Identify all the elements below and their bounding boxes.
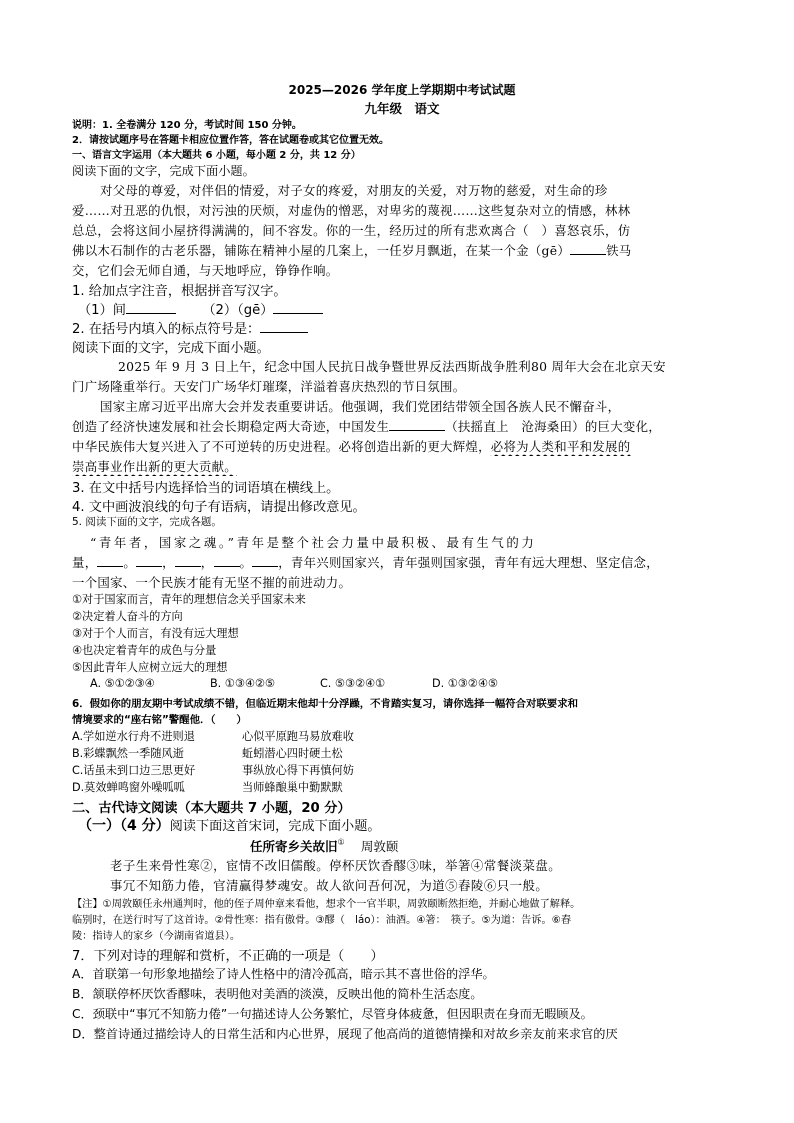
poem-note-mark: ① [337, 837, 345, 847]
question-4: 4. 文中画波浪线的句子有语病，请提出修改意见。 [72, 500, 366, 515]
poem-author: 周敦颐 [360, 839, 399, 854]
couplet-right: 心似平原跑马易放难收 [242, 730, 354, 743]
couplet-right: 事纵放心得下再慎何妨 [242, 764, 354, 777]
answer-blank[interactable] [214, 555, 240, 567]
question-5: 5. 阅读下面的文字，完成各题。 [72, 516, 222, 528]
question-7: 7．下列对诗的理解和赏析，不正确的一项是（ ） [72, 949, 384, 964]
list-item: ⑤因此青年人应树立远大的理想 [72, 661, 228, 674]
couplet-left: D.莫效蝉鸣窗外噪呱呱 [72, 781, 185, 794]
answer-blank[interactable] [136, 555, 162, 567]
passage-line: 总总，会将这间小屋挤得满满的，间不容发。你的一生，经历过的所有悲欢离合（ ）喜怒哀乐，仿 [72, 223, 631, 238]
answer-blank[interactable] [570, 243, 606, 255]
exam-title: 2025—2026 学年度上学期期中考试试题 [288, 83, 516, 97]
question-2 [72, 318, 732, 337]
passage-line [72, 417, 732, 435]
question-1: 1. 给加点字注音，根据拼音写汉字。 [72, 284, 287, 299]
option-d[interactable]: D. ①③②④⑤ [432, 677, 498, 690]
passage-line: 国家主席习近平出席大会并发表重要讲话。他强调，我们党团结带领全国各族人民不懈奋斗， [100, 399, 621, 414]
part1-heading: 一、语言文字运用（本大题共 6 小题，每小题 2 分，共 12 分） [72, 150, 361, 161]
q7-option-c[interactable]: C．颈联中“事冗不知筋力倦”一句描述诗人公务繁忙，尽管身体疲惫，但因职责在身而无暇顾及。 [72, 1007, 593, 1021]
list-item: ④也决定着青年的成色与分量 [72, 644, 217, 657]
reading-intro: 阅读下面的文字，完成下面小题。 [72, 341, 270, 356]
passage-line [72, 437, 732, 456]
passage-line [72, 241, 732, 259]
passage-line: 2025 年 9 月 3 日上午，纪念中国人民抗日战争暨世界反法西斯战争胜利80 周年大会在北京天安 [118, 359, 666, 374]
list-item: ③对于个人而言，有没有远大理想 [72, 627, 239, 640]
option-c[interactable]: C. ⑤③②④① [320, 677, 386, 690]
passage-text: （扶摇直上 沧海桑田）的巨大变化， [445, 419, 662, 434]
instruction-line: 2．请按试题序号在答题卡相应位置作答，答在试题卷或其它位置无效。 [72, 135, 389, 146]
option-b[interactable]: B. ①③④②⑤ [210, 677, 275, 690]
poem-note: 陵：指诗人的家乡（今湖南省道县）。 [72, 931, 241, 942]
passage-text: 佛以木石制作的古老乐器，铺陈在精神小屋的几案上，一任岁月飘逝，在某一个金（gē） [72, 243, 571, 258]
poem-title: 任所寄乡关故旧 [250, 839, 338, 854]
passage-text: 中华民族伟大复兴进入了不可逆转的历史进程。必将创造出新的更大辉煌， [72, 439, 491, 454]
q6-option[interactable] [72, 745, 732, 761]
couplet-left: A.学如逆水行舟不进则退 [72, 730, 195, 743]
q6-option[interactable] [72, 779, 732, 795]
question-2-text: 2. 在括号内填入的标点符号是： [72, 322, 261, 337]
q6-option[interactable] [72, 728, 732, 744]
passage-line [72, 457, 732, 476]
q5-options [90, 677, 750, 690]
answer-blank[interactable] [273, 302, 323, 314]
q6-option[interactable] [72, 762, 732, 778]
passage-line: “青年者，国家之魂。”青年是整个社会力量中最积极、最有生气的力 [90, 535, 537, 550]
instruction-line: 说明：1. 全卷满分 120 分，考试时间 150 分钟。 [72, 120, 302, 131]
list-item: ②决定着人奋斗的方向 [72, 610, 183, 623]
passage-line: 门广场隆重举行。天安门广场华灯璀璨，洋溢着喜庆热烈的节日氛围。 [72, 379, 466, 394]
question-6: 情境要求的“座右铭”警醒他．（ ） [72, 714, 247, 726]
poem-line: 事冗不知筋力倦，官清赢得梦魂安。故人欲问吾何况，为道⑤舂陵⑥只一般。 [110, 878, 549, 893]
part2-heading: 二、古代诗文阅读（本大题共 7 小题，20 分） [72, 801, 351, 816]
passage-line: 爱……对丑恶的仇恨，对污浊的厌烦，对虚伪的憎恶，对卑劣的蔑视……这些复杂对立的情感，林林 [72, 203, 631, 218]
wavy-sentence: 崇高事业作出新的更大贡献。 [72, 459, 237, 474]
couplet-right: 蚯蚓潜心四时硬土松 [242, 747, 343, 760]
wavy-sentence: 必将为人类和平和发展的 [490, 439, 631, 454]
exam-subtitle: 九年级 语文 [364, 101, 440, 116]
couplet-right: 当师蜂酿巢中勤默默 [242, 781, 343, 794]
passage-line: 一个国家、一个民族才能有无坚不摧的前进动力。 [72, 575, 352, 590]
couplet-left: C.话虽未到口边三思更好 [72, 764, 196, 777]
q1-part-a: （1）间 [78, 303, 126, 318]
answer-blank[interactable] [175, 555, 201, 567]
subsection-text: 阅读下面这首宋词，完成下面小题。 [169, 819, 381, 834]
poem-line: 老子生来骨性寒②，宦情不改旧儒酸。停杯厌饮香醪③味，举箸④常餐淡菜盘。 [110, 858, 562, 873]
poem-note: 临别时，在送行时写了这首诗。②骨性寒：指有傲骨。③醪（ láo）：油酒。④箸： 筷子。⑤为道：告诉。⑥舂 [72, 915, 572, 926]
answer-blank[interactable] [389, 419, 445, 431]
passage-text: 青年兴则国家兴，青年强则国家强，青年有远大理想、坚定信念， [290, 555, 659, 570]
poem-note: 【注】①周敦颐任永州通判时，他的侄子周仲章来看他，想求个一官半职，周敦颐断然拒绝，并耐心地做了解释。 [72, 899, 581, 910]
couplet-left: B.彩蝶飘然一季随风逝 [72, 747, 184, 760]
reading-intro: 阅读下面的文字，完成下面小题。 [72, 164, 255, 178]
passage-text: 铁马 [606, 243, 632, 258]
q1-part-b: （2）（gē） [202, 303, 274, 318]
passage-line: 量， 。 ， ， 。 ，青年兴则国家兴，青年强则国家强，青年有远大理想、坚定信念， [72, 555, 659, 570]
q7-option-d[interactable]: D．整首诗通过描绘诗人的日常生活和内心世界，展现了他高尚的道德情操和对故乡亲友前来求官的厌 [72, 1027, 618, 1041]
question-3: 3. 在文中括号内选择恰当的词语填在横线上。 [72, 481, 340, 496]
passage-line: 对父母的尊爱，对伴侣的情爱，对子女的疼爱，对朋友的关爱，对万物的慈爱，对生命的珍 [100, 183, 608, 198]
list-item: ①对于国家而言，青年的理想信念关乎国家未来 [72, 593, 306, 606]
subsection-number: （一）（4 分） [78, 818, 170, 834]
answer-blank[interactable] [97, 555, 123, 567]
poem-heading [250, 836, 730, 855]
q7-option-a[interactable]: A．首联第一句形象地描绘了诗人性格中的清冷孤高，暗示其不喜世俗的浮华。 [72, 967, 495, 981]
q7-option-b[interactable]: B．颔联停杯厌饮香醪味，表明他对美酒的淡漠，反映出他的简朴生活态度。 [72, 987, 483, 1001]
option-a[interactable]: A. ⑤①②③④ [90, 677, 155, 690]
passage-line: 交，它们会无师自通，与天地呼应，铮铮作响。 [72, 263, 339, 278]
answer-blank[interactable] [260, 321, 308, 333]
answer-blank[interactable] [126, 302, 176, 314]
question-6: 6．假如你的朋友期中考试成绩不错，但临近期末他却十分浮躁，不肯踏实复习，请你选择一幅符合对联要求和 [72, 698, 578, 710]
question-1-blanks [78, 299, 738, 318]
subsection-heading [78, 815, 738, 835]
passage-text: 量， [72, 555, 98, 570]
passage-text: 创造了经济快速发展和社会长期稳定两大奇迹，中国发生 [72, 419, 390, 434]
answer-blank[interactable] [252, 555, 278, 567]
